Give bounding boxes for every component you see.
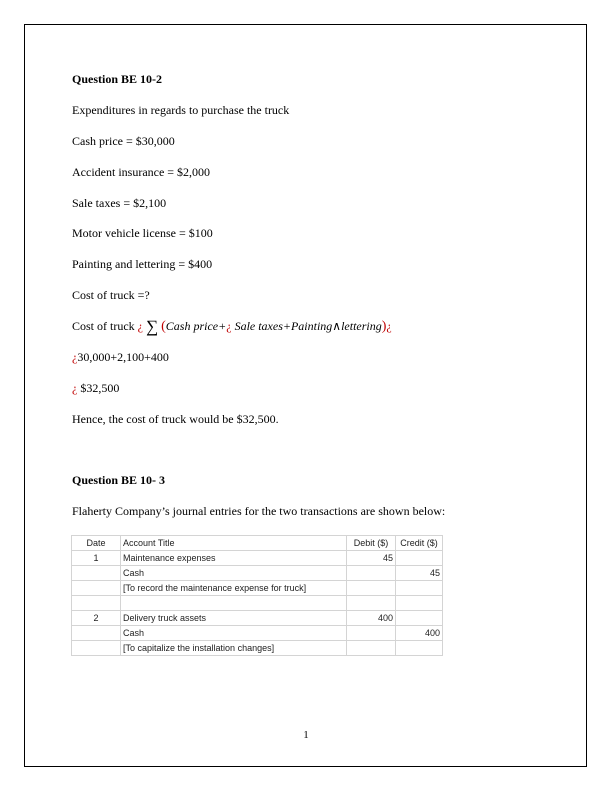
date-cell: [72, 596, 121, 611]
table-row: [72, 641, 443, 656]
credit-cell: 45: [396, 566, 443, 581]
formula-glyph-2: ¿: [226, 319, 232, 333]
cost-formula-line: [72, 319, 392, 334]
debit-cell: 400: [347, 611, 396, 626]
date-header: Date: [72, 536, 121, 551]
debit-cell: 45: [347, 551, 396, 566]
calculation-step-1: [72, 350, 169, 364]
formula-lead: Cost of truck: [72, 319, 135, 333]
account-title-header: Account Title: [121, 536, 347, 551]
step2-glyph: ¿: [72, 381, 78, 395]
account-cell: [121, 596, 347, 611]
date-cell: [72, 641, 121, 656]
be10-3-heading: Question BE 10- 3: [72, 473, 166, 487]
table-row: [72, 626, 443, 641]
date-cell: 1: [72, 551, 121, 566]
table-row: [72, 581, 443, 596]
debit-cell: [347, 626, 396, 641]
formula-term-1: Cash price+: [165, 319, 227, 333]
debit-cell: [347, 581, 396, 596]
calculation-step-2: [72, 381, 119, 395]
debit-header: Debit ($): [347, 536, 396, 551]
journal-entries-table: [71, 535, 443, 656]
account-cell: Maintenance expenses: [121, 551, 347, 566]
page-number: 1: [303, 729, 309, 741]
formula-glyph-3: ¿: [386, 319, 392, 333]
account-cell: Cash: [121, 566, 347, 581]
table-row: [72, 611, 443, 626]
step1-text: 30,000+2,100+400: [77, 350, 169, 364]
credit-cell: [396, 596, 443, 611]
debit-cell: [347, 566, 396, 581]
formula-close-paren: ): [381, 319, 387, 334]
be10-3-intro: Flaherty Company’s journal entries for the two transactions are shown below:: [72, 504, 446, 518]
debit-cell: [347, 596, 396, 611]
step2-text: $32,500: [80, 381, 120, 395]
motor-vehicle-license-line: Motor vehicle license = $100: [72, 226, 213, 240]
accident-insurance-line: Accident insurance = $2,000: [72, 165, 211, 179]
account-cell: Delivery truck assets: [121, 611, 347, 626]
sale-taxes-line: Sale taxes = $2,100: [72, 196, 167, 210]
sigma-symbol: ∑: [146, 317, 159, 336]
table-header-row: [72, 536, 443, 551]
account-cell: Cash: [121, 626, 347, 641]
date-cell: 2: [72, 611, 121, 626]
debit-cell: [347, 641, 396, 656]
credit-cell: [396, 551, 443, 566]
cash-price-line: Cash price = $30,000: [72, 134, 175, 148]
table-row: [72, 596, 443, 611]
formula-term-2: Sale taxes+Painting∧lettering: [234, 319, 382, 333]
be10-2-conclusion: Hence, the cost of truck would be $32,500.: [72, 412, 279, 426]
be10-2-intro: Expenditures in regards to purchase the truck: [72, 103, 290, 117]
cost-of-truck-question: Cost of truck =?: [72, 288, 150, 302]
be10-2-heading: Question BE 10-2: [72, 72, 163, 86]
painting-lettering-line: Painting and lettering = $400: [72, 257, 213, 271]
account-cell: [To record the maintenance expense for truck]: [121, 581, 347, 596]
account-cell: [To capitalize the installation changes]: [121, 641, 347, 656]
credit-cell: [396, 611, 443, 626]
date-cell: [72, 581, 121, 596]
table-row: [72, 566, 443, 581]
date-cell: [72, 566, 121, 581]
credit-header: Credit ($): [396, 536, 443, 551]
step1-glyph: ¿: [72, 350, 78, 364]
table-row: [72, 551, 443, 566]
formula-glyph-1: ¿: [137, 319, 143, 333]
credit-cell: 400: [396, 626, 443, 641]
credit-cell: [396, 581, 443, 596]
credit-cell: [396, 641, 443, 656]
formula-open-paren: (: [161, 319, 166, 334]
date-cell: [72, 626, 121, 641]
